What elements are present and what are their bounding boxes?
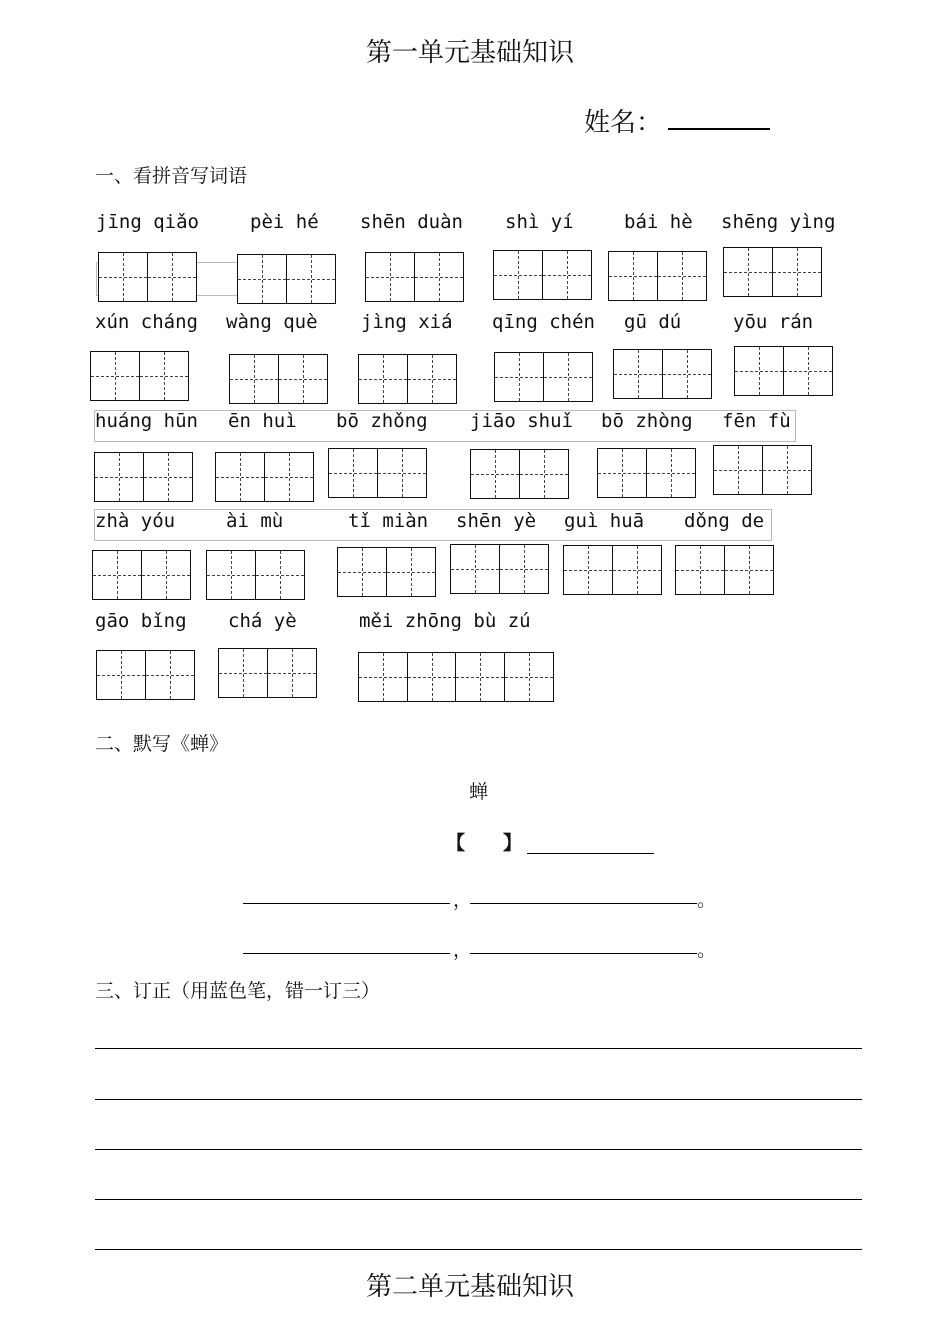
tian-cell[interactable] — [407, 652, 457, 702]
tian-cell[interactable] — [713, 445, 763, 495]
tian-cell[interactable] — [237, 254, 287, 304]
pinyin-label: ēn huì — [228, 410, 297, 432]
correction-line[interactable] — [95, 1199, 862, 1200]
tian-cell[interactable] — [612, 545, 662, 595]
tian-cell[interactable] — [255, 550, 305, 600]
writing-grid[interactable] — [597, 448, 696, 498]
tian-cell[interactable] — [139, 351, 189, 401]
pinyin-label: měi zhōng bù zú — [359, 610, 531, 632]
pinyin-label: jīng qiǎo — [96, 211, 199, 233]
tian-cell[interactable] — [494, 352, 544, 402]
writing-grid[interactable] — [365, 252, 464, 302]
writing-grid[interactable] — [96, 650, 195, 700]
writing-grid[interactable] — [494, 352, 593, 402]
comma: ， — [453, 939, 473, 961]
author-blank[interactable] — [527, 853, 654, 854]
tian-cell[interactable] — [723, 247, 773, 297]
correction-line[interactable] — [95, 1249, 862, 1250]
writing-grid[interactable] — [98, 252, 197, 302]
pinyin-label: bái hè — [624, 211, 693, 233]
pinyin-label: chá yè — [228, 610, 297, 632]
tian-cell[interactable] — [657, 251, 707, 301]
tian-cell[interactable] — [143, 452, 193, 502]
tian-cell[interactable] — [414, 252, 464, 302]
pinyin-label: gāo bǐng — [95, 610, 187, 632]
name-label: 姓名： — [584, 108, 663, 138]
writing-grid[interactable] — [218, 648, 317, 698]
writing-grid[interactable] — [493, 250, 592, 300]
writing-grid[interactable] — [713, 445, 812, 495]
writing-grid[interactable] — [90, 351, 189, 401]
pinyin-label: huáng hūn — [95, 410, 198, 432]
tian-cell[interactable] — [470, 449, 520, 499]
writing-grid[interactable] — [723, 247, 822, 297]
row-frame — [94, 509, 772, 541]
pinyin-label: shēn duàn — [360, 211, 463, 233]
tian-cell[interactable] — [94, 452, 144, 502]
tian-cell[interactable] — [215, 452, 265, 502]
tian-cell[interactable] — [264, 452, 314, 502]
tian-cell[interactable] — [365, 252, 415, 302]
pinyin-label: shēn yè — [456, 510, 537, 532]
writing-grid[interactable] — [215, 452, 314, 502]
tian-cell[interactable] — [98, 252, 148, 302]
tian-cell[interactable] — [286, 254, 336, 304]
writing-grid[interactable] — [450, 544, 549, 594]
writing-grid[interactable] — [328, 448, 427, 498]
tian-cell[interactable] — [96, 650, 146, 700]
correction-line[interactable] — [95, 1149, 862, 1150]
pinyin-label: gū dú — [624, 311, 682, 333]
poem-line-blank[interactable] — [470, 903, 697, 904]
poem-line-blank[interactable] — [243, 953, 450, 954]
tian-cell[interactable] — [407, 354, 457, 404]
pinyin-label: jìng xiá — [361, 311, 453, 333]
next-unit-title: 第二单元基础知识 — [366, 1272, 575, 1302]
tian-cell[interactable] — [229, 354, 279, 404]
tian-cell[interactable] — [337, 547, 387, 597]
writing-grid[interactable] — [358, 354, 457, 404]
tian-cell[interactable] — [608, 251, 658, 301]
tian-cell[interactable] — [141, 550, 191, 600]
pinyin-label: zhà yóu — [95, 510, 176, 532]
tian-cell[interactable] — [504, 652, 554, 702]
tian-cell[interactable] — [542, 250, 592, 300]
tian-cell[interactable] — [662, 349, 712, 399]
tian-cell[interactable] — [90, 351, 140, 401]
tian-cell[interactable] — [377, 448, 427, 498]
writing-grid[interactable] — [563, 545, 662, 595]
pinyin-label: fēn fù — [722, 410, 791, 432]
tian-cell[interactable] — [783, 346, 833, 396]
tian-cell[interactable] — [543, 352, 593, 402]
comma: ， — [453, 889, 473, 911]
tian-cell[interactable] — [92, 550, 142, 600]
writing-grid[interactable] — [734, 346, 833, 396]
writing-grid[interactable] — [337, 547, 436, 597]
tian-cell[interactable] — [145, 650, 195, 700]
correction-line[interactable] — [95, 1099, 862, 1100]
section-1-heading: 一、看拼音写词语 — [95, 165, 248, 187]
poem-title: 蝉 — [469, 781, 489, 803]
tian-cell[interactable] — [613, 349, 663, 399]
writing-grid[interactable] — [94, 452, 193, 502]
writing-grid[interactable] — [608, 251, 707, 301]
pinyin-label: tǐ miàn — [348, 510, 429, 532]
writing-grid[interactable] — [229, 354, 328, 404]
tian-cell[interactable] — [499, 544, 549, 594]
tian-cell[interactable] — [147, 252, 197, 302]
pinyin-label: jiāo shuǐ — [470, 410, 573, 432]
poem-line-blank[interactable] — [470, 953, 697, 954]
tian-cell[interactable] — [724, 545, 774, 595]
pinyin-label: shì yí — [505, 211, 574, 233]
period: 。 — [697, 939, 717, 961]
section-2-heading: 二、默写《蝉》 — [95, 733, 229, 755]
tian-cell[interactable] — [519, 449, 569, 499]
tian-cell[interactable] — [386, 547, 436, 597]
writing-grid[interactable] — [470, 449, 569, 499]
writing-grid[interactable] — [92, 550, 191, 600]
tian-cell[interactable] — [563, 545, 613, 595]
pinyin-label: pèi hé — [250, 211, 319, 233]
writing-grid[interactable] — [675, 545, 774, 595]
tian-cell[interactable] — [762, 445, 812, 495]
tian-cell[interactable] — [772, 247, 822, 297]
pinyin-label: bō zhǒng — [336, 410, 428, 432]
author-dynasty-bracket: 【 】 — [446, 832, 523, 854]
pinyin-label: qīng chén — [492, 311, 595, 333]
tian-cell[interactable] — [358, 652, 408, 702]
tian-cell[interactable] — [675, 545, 725, 595]
writing-grid[interactable] — [237, 254, 336, 304]
period: 。 — [697, 889, 717, 911]
tian-cell[interactable] — [734, 346, 784, 396]
tian-cell[interactable] — [267, 648, 317, 698]
tian-cell[interactable] — [358, 354, 408, 404]
pinyin-label: dǒng de — [684, 510, 765, 532]
tian-cell[interactable] — [206, 550, 256, 600]
pinyin-label: ài mù — [226, 510, 284, 532]
pinyin-label: wàng què — [226, 311, 318, 333]
writing-grid[interactable] — [206, 550, 305, 600]
writing-grid[interactable] — [358, 652, 554, 702]
tian-cell[interactable] — [597, 448, 647, 498]
pinyin-label: bō zhòng — [601, 410, 693, 432]
tian-cell[interactable] — [493, 250, 543, 300]
correction-line[interactable] — [95, 1048, 862, 1049]
page-title: 第一单元基础知识 — [366, 38, 575, 68]
writing-grid[interactable] — [613, 349, 712, 399]
pinyin-label: shēng yìng — [721, 211, 836, 233]
tian-cell[interactable] — [450, 544, 500, 594]
section-3-heading: 三、订正（用蓝色笔，错一订三） — [95, 980, 381, 1002]
tian-cell[interactable] — [455, 652, 505, 702]
tian-cell[interactable] — [278, 354, 328, 404]
name-blank[interactable] — [668, 128, 770, 130]
tian-cell[interactable] — [646, 448, 696, 498]
tian-cell[interactable] — [218, 648, 268, 698]
pinyin-label: xún cháng — [95, 311, 198, 333]
pinyin-label: guì huā — [564, 510, 645, 532]
poem-line-blank[interactable] — [243, 903, 450, 904]
tian-cell[interactable] — [328, 448, 378, 498]
pinyin-label: yōu rán — [733, 311, 814, 333]
